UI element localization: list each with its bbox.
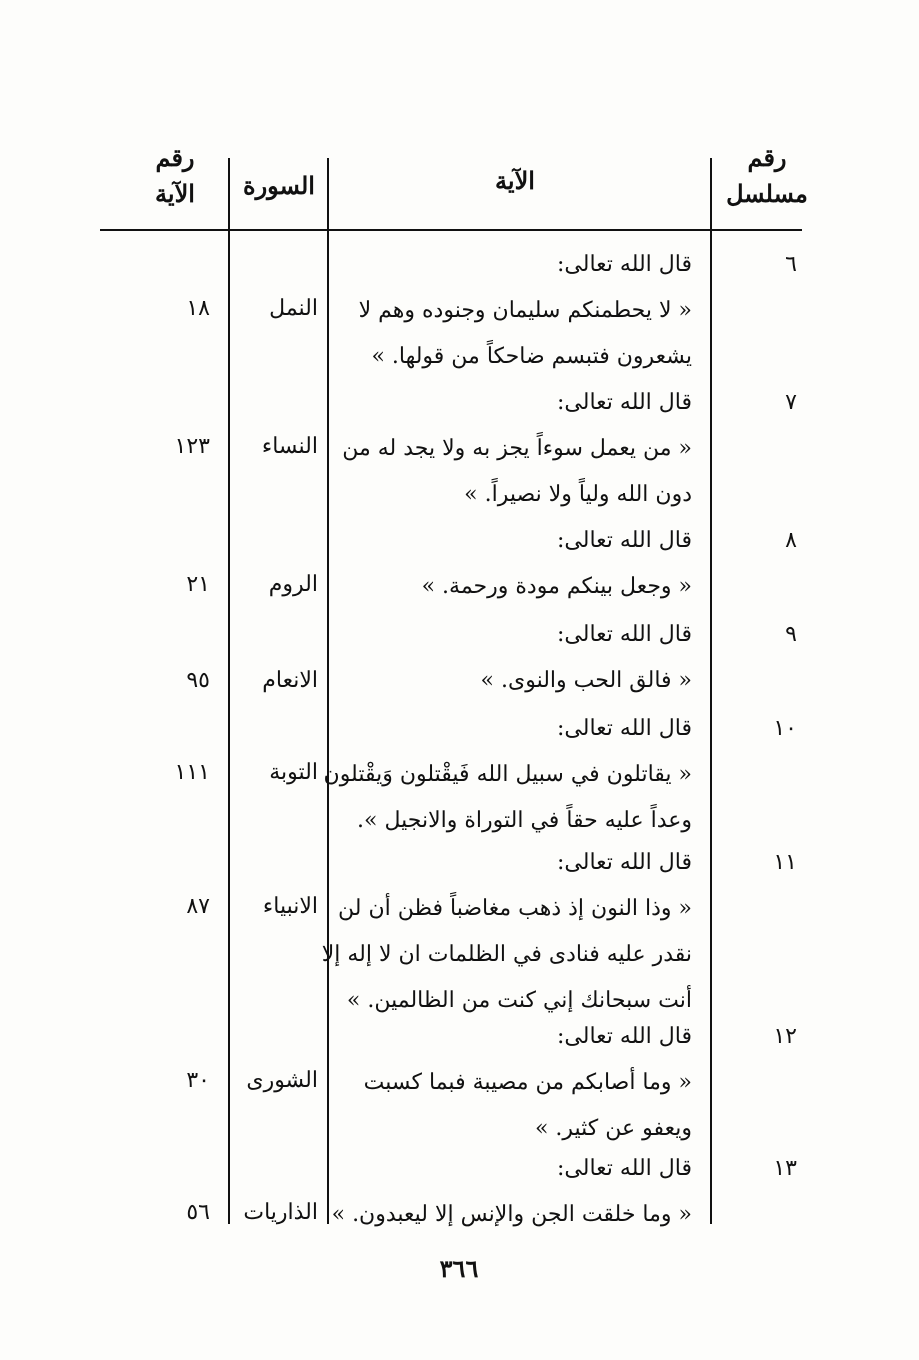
verse-entry	[340, 380, 692, 518]
verse-line: « وجعل بينكم مودة ورحمة. »	[421, 574, 692, 599]
verse-line: ويعفو عن كثير. »	[534, 1116, 692, 1141]
verse-line: يشعرون فتبسم ضاحكاً من قولها. »	[371, 344, 692, 369]
row-serial: ١٣	[773, 1156, 797, 1181]
verse-line: « يقاتلون في سبيل الله فَيقْتلون وَيقْتلون	[323, 762, 692, 787]
column-divider-serial	[710, 158, 712, 1224]
row-ayah-number: ٩٥	[186, 668, 210, 693]
row-serial: ٩	[785, 622, 797, 647]
row-ayah-number: ٨٧	[186, 894, 210, 919]
header-ref	[130, 140, 220, 212]
row-serial: ٨	[785, 528, 797, 553]
verse-entry	[331, 1146, 692, 1238]
verse-intro: قال الله تعالى:	[557, 1024, 692, 1049]
verse-intro: قال الله تعالى:	[557, 252, 692, 277]
verse-intro: قال الله تعالى:	[557, 528, 692, 553]
row-surah: الانبياء	[262, 894, 318, 919]
verse-line: دون الله ولياً ولا نصيراً. »	[464, 482, 692, 507]
verse-entry	[323, 706, 692, 844]
row-serial: ٧	[785, 390, 797, 415]
row-surah: النساء	[261, 434, 318, 459]
row-serial: ٦	[785, 252, 797, 277]
header-verse: الآية	[495, 166, 535, 195]
header-serial-line2: مسلسل	[726, 179, 808, 208]
verse-line: أنت سبحانك إني كنت من الظالمين. »	[346, 988, 692, 1013]
verse-line: « لا يحطمنكم سليمان وجنوده وهم لا	[358, 298, 692, 323]
row-serial: ١١	[773, 850, 797, 875]
row-surah: الشورى	[246, 1068, 318, 1093]
header-ref-line1: رقم	[155, 143, 195, 172]
row-surah: الذاريات	[243, 1200, 318, 1225]
page-number: ٣٦٦	[439, 1254, 479, 1283]
verse-entry	[340, 518, 692, 610]
verse-entry	[340, 1014, 692, 1152]
row-ayah-number: ١١١	[174, 760, 210, 785]
row-ayah-number: ٥٦	[186, 1200, 210, 1225]
verse-line: « وما خلقت الجن والإنس إلا ليعبدون. »	[331, 1202, 692, 1227]
row-ayah-number: ٣٠	[186, 1068, 210, 1093]
row-ayah-number: ٢١	[186, 572, 210, 597]
row-ayah-number: ١٢٣	[174, 434, 210, 459]
verse-intro: قال الله تعالى:	[557, 622, 692, 647]
verse-line: « وذا النون إذ ذهب مغاضباً فظن أن لن	[338, 896, 692, 921]
column-divider-surah	[228, 158, 230, 1224]
verse-line: « فالق الحب والنوى. »	[480, 668, 692, 693]
header-rule	[100, 229, 802, 231]
verse-entry	[340, 612, 692, 704]
row-surah: النمل	[269, 296, 318, 321]
row-serial: ١٠	[773, 716, 797, 741]
verse-entry	[321, 840, 692, 1024]
header-ref-line2: الآية	[155, 179, 195, 208]
header-surah: السورة	[243, 171, 315, 200]
verse-intro: قال الله تعالى:	[557, 716, 692, 741]
verse-intro: قال الله تعالى:	[557, 1156, 692, 1181]
row-ayah-number: ١٨	[186, 296, 210, 321]
verse-intro: قال الله تعالى:	[557, 850, 692, 875]
row-serial: ١٢	[773, 1024, 797, 1049]
header-serial	[722, 140, 812, 212]
row-surah: الانعام	[262, 668, 318, 693]
row-surah: التوبة	[269, 760, 318, 785]
verse-line: وعداً عليه حقاً في التوراة والانجيل ».	[357, 808, 692, 833]
verse-line: « وما أصابكم من مصيبة فبما كسبت	[363, 1070, 692, 1095]
verse-intro: قال الله تعالى:	[557, 390, 692, 415]
verse-line: « من يعمل سوءاً يجز به ولا يجد له من	[342, 436, 692, 461]
header-serial-line1: رقم	[747, 143, 787, 172]
row-surah: الروم	[268, 572, 318, 597]
column-divider-verse	[327, 158, 329, 1224]
verse-line: نقدر عليه فنادى في الظلمات ان لا إله إلا	[321, 942, 692, 967]
verse-entry	[340, 242, 692, 380]
